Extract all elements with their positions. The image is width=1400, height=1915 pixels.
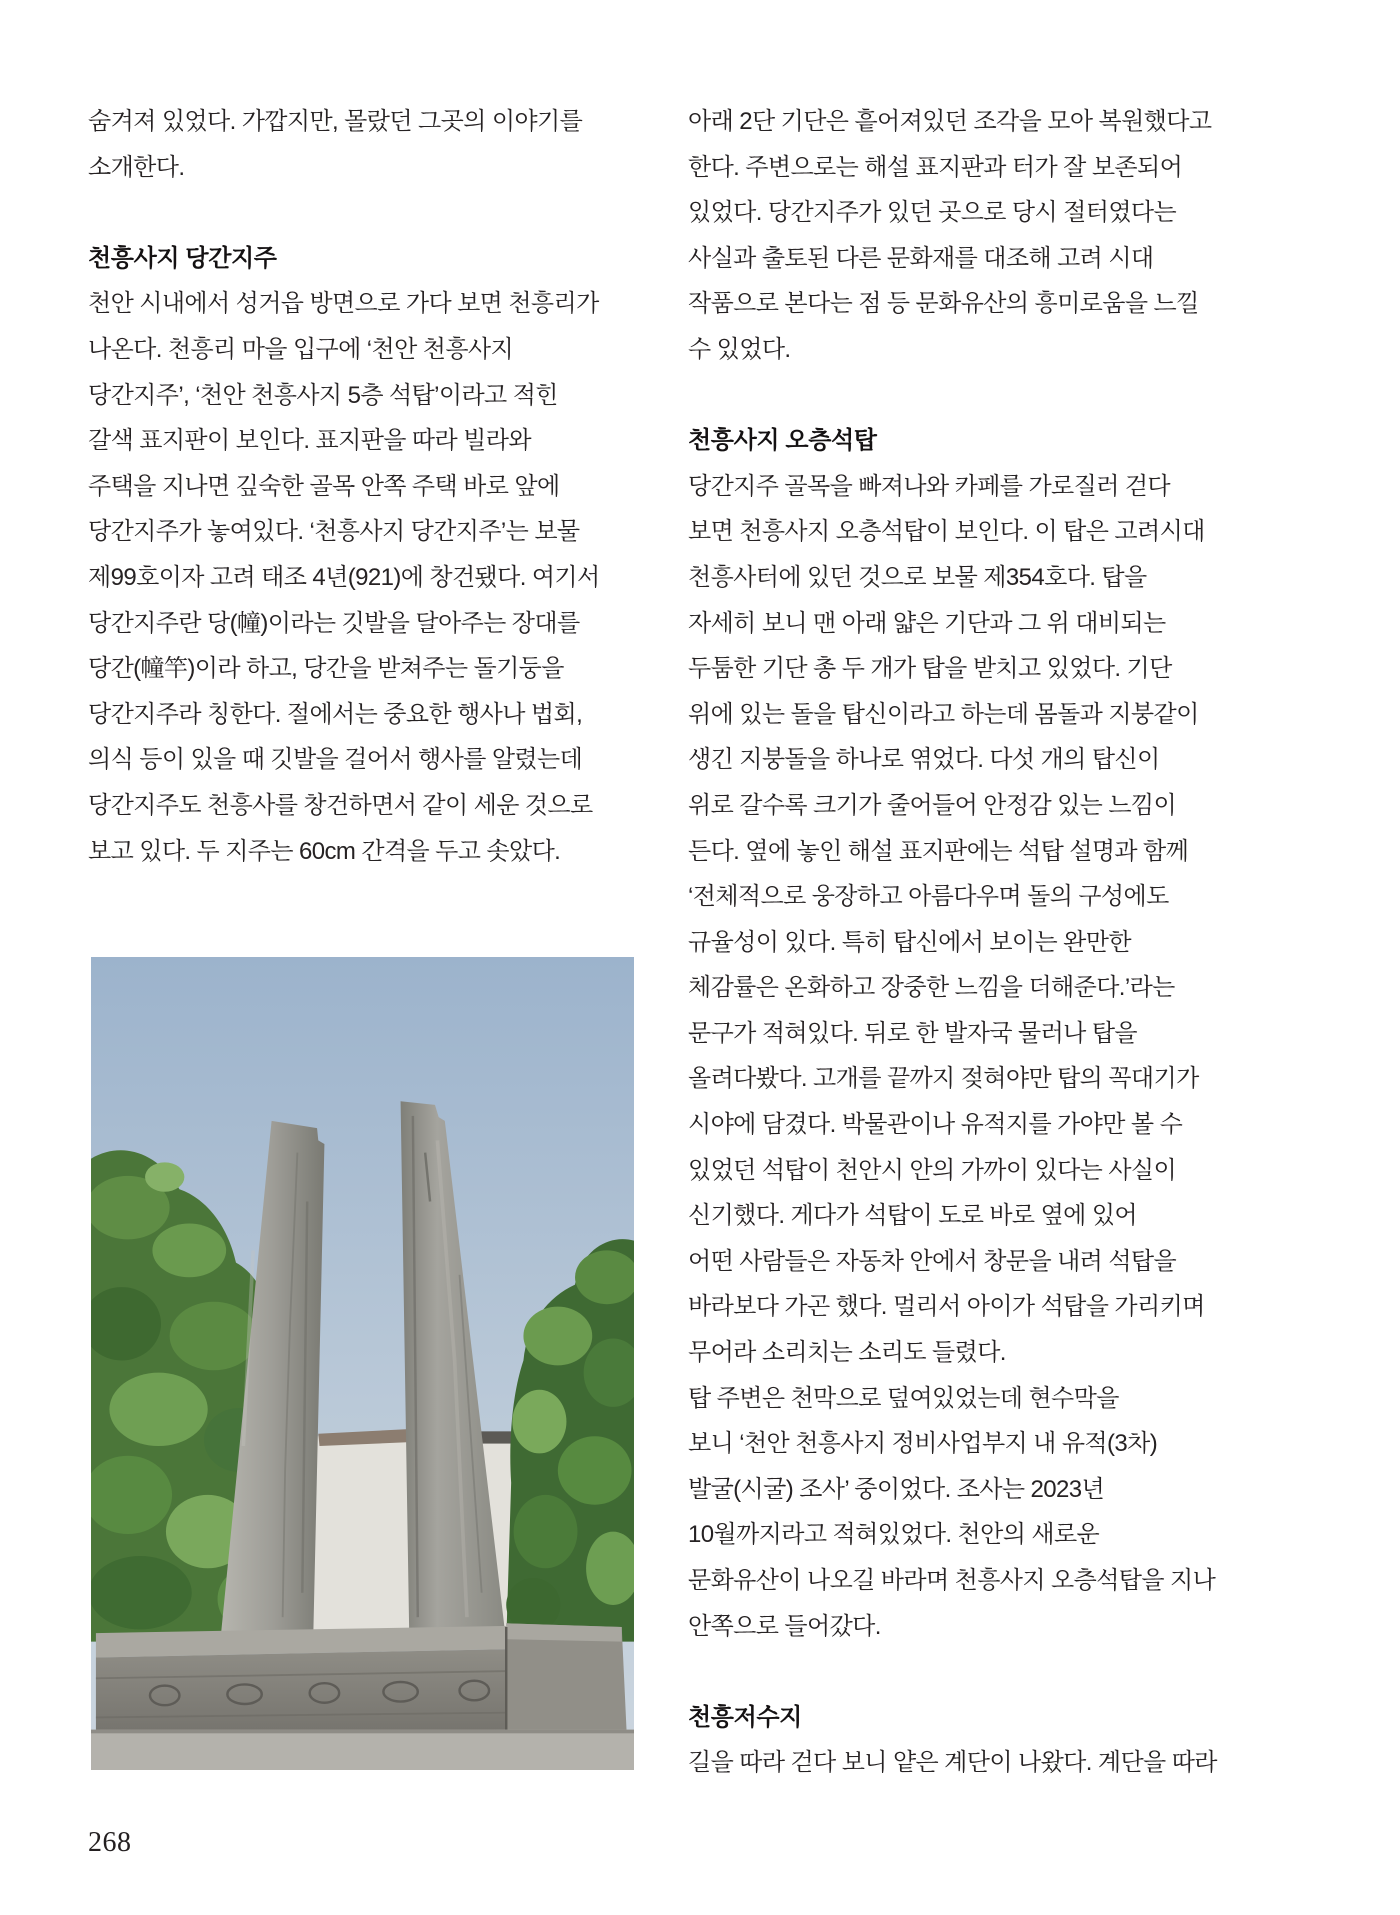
text-line: 당간지주라 칭한다. 절에서는 중요한 행사나 법회, — [88, 700, 583, 728]
text-line: 시야에 담겼다. 박물관이나 유적지를 가야만 볼 수 — [688, 1111, 1183, 1139]
text-line: 생긴 지붕돌을 하나로 엮었다. 다섯 개의 탑신이 — [688, 746, 1160, 774]
text-line: 10월까지라고 적혀있었다. 천안의 새로운 — [688, 1521, 1100, 1549]
text-line: 보고 있다. 두 지주는 60cm 간격을 두고 솟았다. — [88, 837, 561, 865]
text-line: 천안 시내에서 성거읍 방면으로 가다 보면 천흥리가 — [88, 290, 599, 318]
text-line: 문구가 적혀있다. 뒤로 한 발자국 물러나 탑을 — [688, 1019, 1137, 1047]
text-line: 당간지주가 놓여있다. ‘천흥사지 당간지주’는 보물 — [88, 518, 580, 546]
text-line: 갈색 표지판이 보인다. 표지판을 따라 빌라와 — [88, 427, 531, 455]
text-line: 작품으로 본다는 점 등 문화유산의 흥미로움을 느낄 — [688, 290, 1199, 318]
text-line: 제99호이자 고려 태조 4년(921)에 창건됐다. 여기서 — [88, 563, 600, 591]
text-line: 의식 등이 있을 때 깃발을 걸어서 행사를 알렸는데 — [88, 746, 583, 774]
text-line: 보니 ‘천안 천흥사지 정비사업부지 내 유적(3차) — [688, 1430, 1158, 1458]
text-line: 당간지주 골목을 빠져나와 카페를 가로질러 걷다 — [688, 472, 1171, 500]
paragraph-spacer — [688, 373, 1248, 419]
text-line: 당간(幢竿)이라 하고, 당간을 받쳐주는 돌기둥을 — [88, 655, 564, 683]
text-line: 탑 주변은 천막으로 덮여있었는데 현수막을 — [688, 1384, 1119, 1412]
right-column — [688, 99, 1248, 1786]
text-line: 천흥사터에 있던 것으로 보물 제354호다. 탑을 — [688, 563, 1147, 591]
text-line: 주택을 지나면 깊숙한 골목 안쪽 주택 바로 앞에 — [88, 472, 560, 500]
text-line: 위에 있는 돌을 탑신이라고 하는데 몸돌과 지붕같이 — [688, 700, 1199, 728]
text-line: 한다. 주변으로는 해설 표지판과 터가 잘 보존되어 — [688, 153, 1183, 181]
text-line: 당간지주도 천흥사를 창건하면서 같이 세운 것으로 — [88, 791, 593, 819]
text-line: 발굴(시굴) 조사’ 중이었다. 조사는 2023년 — [688, 1475, 1105, 1503]
ground-edge — [91, 1730, 634, 1734]
text-line: 소개한다. — [88, 153, 185, 181]
text-line: 수 있었다. — [688, 335, 791, 363]
text-line: 나온다. 천흥리 마을 입구에 ‘천안 천흥사지 — [88, 335, 514, 363]
text-line: 있었다. 당간지주가 있던 곳으로 당시 절터였다는 — [688, 199, 1177, 227]
text-line: 체감률은 온화하고 장중한 느낌을 더해준다.’라는 — [688, 974, 1175, 1002]
section-heading: 천흥저수지 — [688, 1703, 802, 1731]
text-line: 올려다봤다. 고개를 끝까지 젖혀야만 탑의 꼭대기가 — [688, 1065, 1199, 1093]
paragraph-spacer — [88, 190, 648, 236]
section-heading: 천흥사지 오층석탑 — [688, 427, 877, 455]
text-line: 위로 갈수록 크기가 줄어들어 안정감 있는 느낌이 — [688, 791, 1177, 819]
left-column — [88, 99, 648, 874]
ground — [91, 1730, 634, 1770]
section-heading: 천흥사지 당간지주 — [88, 244, 277, 272]
text-line: 당간지주’, ‘천안 천흥사지 5층 석탑’이라고 적힌 — [88, 381, 558, 409]
text-line: 있었던 석탑이 천안시 안의 가까이 있다는 사실이 — [688, 1156, 1177, 1184]
text-line: 어떤 사람들은 자동차 안에서 창문을 내려 석탑을 — [688, 1247, 1177, 1275]
text-line: 바라보다 가곤 했다. 멀리서 아이가 석탑을 가리키며 — [688, 1293, 1205, 1321]
stone-base — [96, 1623, 627, 1735]
text-line: 든다. 옆에 놓인 해설 표지판에는 석탑 설명과 함께 — [688, 837, 1189, 865]
text-line: 숨겨져 있었다. 가깝지만, 몰랐던 그곳의 이야기를 — [88, 108, 583, 135]
article-photo — [91, 957, 634, 1770]
text-line: 문화유산이 나오길 바라며 천흥사지 오층석탑을 지나 — [688, 1567, 1216, 1594]
page-number: 268 — [88, 1827, 132, 1858]
text-line: 당간지주란 당(幢)이라는 깃발을 달아주는 장대를 — [88, 609, 580, 637]
text-line: 길을 따라 걷다 보니 얕은 계단이 나왔다. 계단을 따라 — [688, 1749, 1217, 1777]
text-line: 보면 천흥사지 오층석탑이 보인다. 이 탑은 고려시대 — [688, 518, 1205, 546]
text-line: ‘전체적으로 웅장하고 아름다우며 돌의 구성에도 — [688, 883, 1169, 911]
text-line: 아래 2단 기단은 흩어져있던 조각을 모아 복원했다고 — [688, 108, 1212, 135]
paragraph-spacer — [688, 1649, 1248, 1695]
text-line: 두툼한 기단 총 두 개가 탑을 받치고 있었다. 기단 — [688, 655, 1172, 683]
stone-pillars-photo — [91, 957, 634, 1770]
text-line: 사실과 출토된 다른 문화재를 대조해 고려 시대 — [688, 244, 1154, 272]
text-line: 자세히 보니 맨 아래 얇은 기단과 그 위 대비되는 — [688, 609, 1166, 637]
text-line: 무어라 소리치는 소리도 들렸다. — [688, 1339, 1006, 1367]
text-line: 안쪽으로 들어갔다. — [688, 1612, 881, 1640]
text-line: 신기했다. 게다가 석탑이 도로 바로 옆에 있어 — [688, 1202, 1137, 1230]
text-line: 규율성이 있다. 특히 탑신에서 보이는 완만한 — [688, 928, 1131, 956]
